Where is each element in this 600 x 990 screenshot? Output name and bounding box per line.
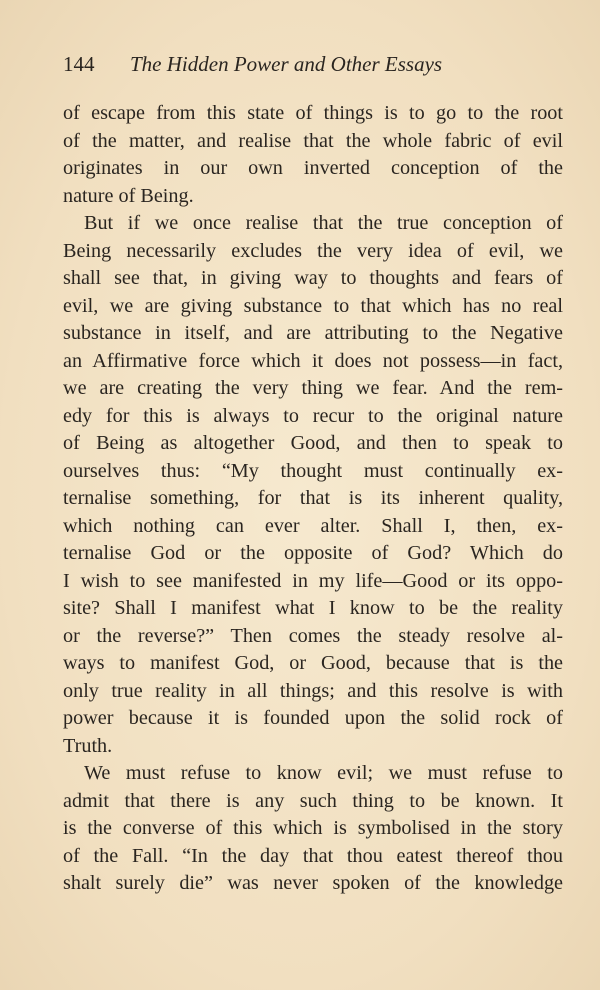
- text-line: ways to manifest God, or Good, because that is the: [63, 652, 563, 674]
- text-line: is the converse of this which is symbolised in the story: [63, 817, 563, 839]
- text-line: of the Fall. “In the day that thou eatest thereof thou: [63, 844, 563, 867]
- text-line: only true reality in all things; and this resolve is with: [63, 679, 563, 702]
- text-line: Being necessarily excludes the very idea of evil, we: [63, 239, 563, 262]
- text-line: I wish to see manifested in my life—Good or its oppo-: [63, 569, 563, 592]
- text-line: substance in itself, and are attributing to the Negative: [63, 322, 563, 344]
- text-line: of escape from this state of things is to go to the root: [63, 102, 563, 124]
- text-line: we are creating the very thing we fear. And the rem-: [63, 377, 563, 399]
- text-line: originates in our own inverted conception of the: [63, 157, 563, 179]
- text-line: We must refuse to know evil; we must refuse to: [84, 762, 563, 784]
- text-line: admit that there is any such thing to be known. It: [63, 789, 563, 812]
- text-line: evil, we are giving substance to that which has no real: [63, 294, 563, 317]
- text-line: or the reverse?” Then comes the steady resolve al-: [63, 624, 563, 647]
- text-line: of Being as altogether Good, and then to speak to: [63, 432, 563, 454]
- text-line: But if we once realise that the true conception of: [84, 212, 563, 234]
- text-line: ourselves thus: “My thought must continually ex-: [63, 459, 563, 482]
- text-line: ternalise something, for that is its inherent quality,: [63, 487, 563, 509]
- page-body-text: [63, 100, 563, 898]
- text-line: Truth.: [63, 734, 113, 757]
- text-line: ternalise God or the opposite of God? Which do: [63, 542, 563, 564]
- text-line: of the matter, and realise that the whole fabric of evil: [63, 129, 563, 152]
- running-title: The Hidden Power and Other Essays: [130, 52, 443, 76]
- text-line: shall see that, in giving way to thoughts and fears of: [63, 267, 563, 289]
- text-line: an Affirmative force which it does not possess—in fact,: [63, 349, 563, 372]
- text-line: which nothing can ever alter. Shall I, then, ex-: [63, 514, 563, 537]
- page-number: 144: [63, 52, 95, 76]
- text-line: site? Shall I manifest what I know to be the reality: [63, 597, 563, 619]
- text-line: power because it is founded upon the solid rock of: [63, 707, 563, 729]
- text-line: shalt surely die” was never spoken of the knowledge: [63, 872, 563, 894]
- text-line: edy for this is always to recur to the original nature: [63, 404, 563, 427]
- text-line: nature of Being.: [63, 184, 194, 207]
